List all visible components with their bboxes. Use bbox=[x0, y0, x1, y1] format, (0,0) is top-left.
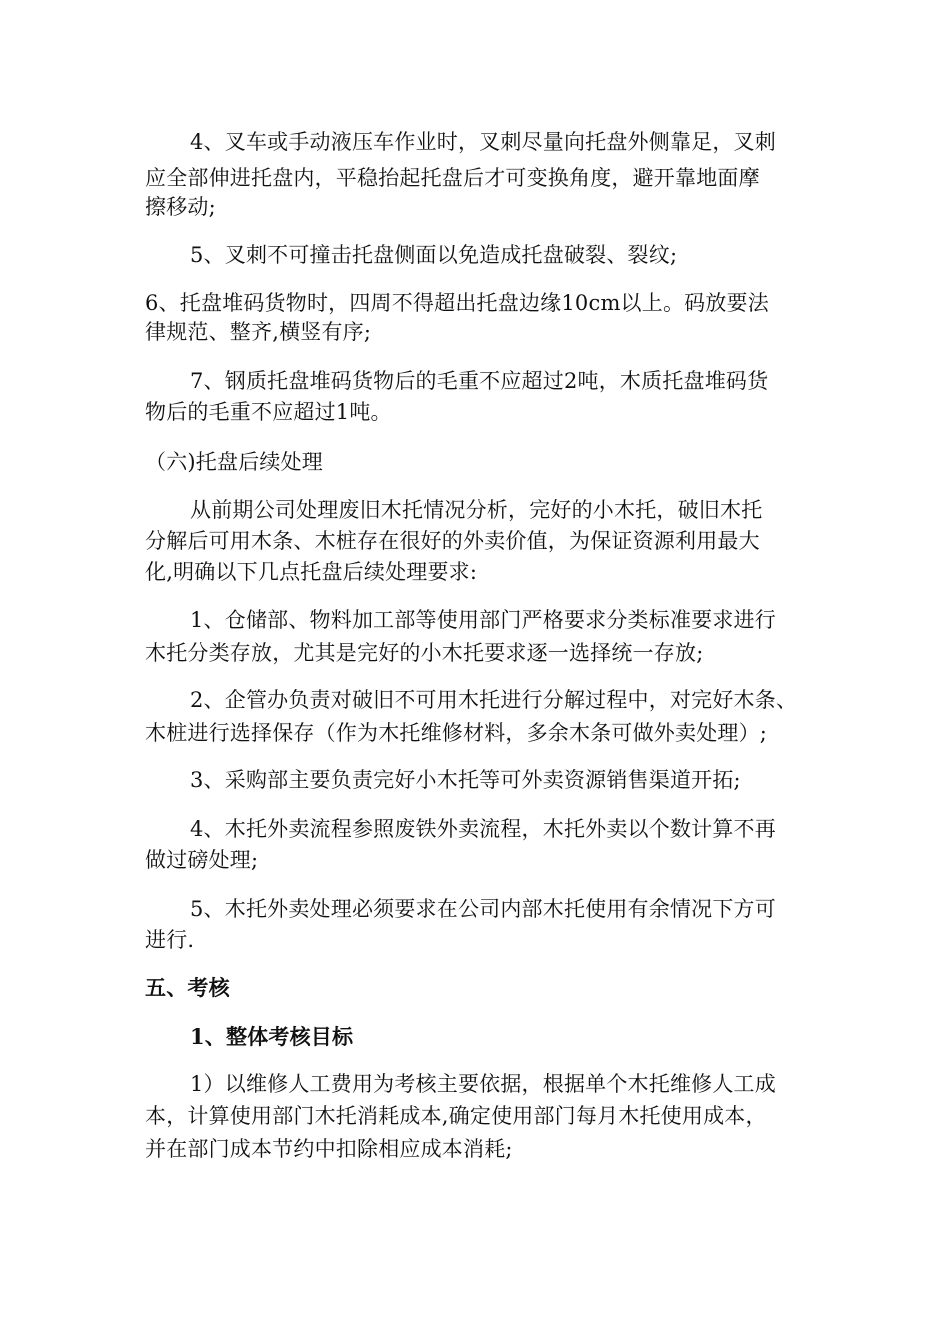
text-line: 应全部伸进托盘内，平稳抬起托盘后才可变换角度，避开靠地面摩 bbox=[145, 166, 760, 190]
text-line: 化,明确以下几点托盘后续处理要求: bbox=[145, 560, 478, 584]
text-line: 2、企管办负责对破旧不可用木托进行分解过程中，对完好木条、 bbox=[190, 688, 798, 712]
text-line: 擦移动; bbox=[145, 195, 216, 219]
text-line: 做过磅处理; bbox=[145, 848, 259, 872]
text-line: 3、采购部主要负责完好小木托等可外卖资源销售渠道开拓; bbox=[190, 768, 741, 792]
section-heading: 五、考核 bbox=[145, 975, 230, 1000]
text-line: 1）以维修人工费用为考核主要依据，根据单个木托维修人工成 bbox=[190, 1072, 776, 1096]
text-line: 本，计算使用部门木托消耗成本,确定使用部门每月木托使用成本， bbox=[145, 1104, 767, 1128]
text-line: 4、木托外卖流程参照废铁外卖流程，木托外卖以个数计算不再 bbox=[190, 817, 776, 841]
text-line: 4、叉车或手动液压车作业时，叉刺尽量向托盘外侧靠足，叉刺 bbox=[190, 130, 776, 154]
text-line: 7、钢质托盘堆码货物后的毛重不应超过2吨，木质托盘堆码货 bbox=[190, 369, 769, 393]
section-heading: （六)托盘后续处理 bbox=[145, 450, 323, 474]
text-line: 分解后可用木条、木桩存在很好的外卖价值，为保证资源利用最大 bbox=[145, 529, 760, 553]
text-line: 1、仓储部、物料加工部等使用部门严格要求分类标准要求进行 bbox=[190, 608, 776, 632]
subsection-heading: 1、整体考核目标 bbox=[190, 1024, 354, 1049]
text-line: 5、叉刺不可撞击托盘侧面以免造成托盘破裂、裂纹; bbox=[190, 243, 678, 267]
text-line: 6、托盘堆码货物时，四周不得超出托盘边缘10cm以上。码放要法 bbox=[145, 291, 769, 315]
text-line: 进行. bbox=[145, 928, 195, 952]
text-line: 5、木托外卖处理必须要求在公司内部木托使用有余情况下方可 bbox=[190, 897, 776, 921]
text-line: 并在部门成本节约中扣除相应成本消耗; bbox=[145, 1137, 513, 1161]
text-line: 木桩进行选择保存（作为木托维修材料，多余木条可做外卖处理）; bbox=[145, 721, 768, 745]
text-line: 从前期公司处理废旧木托情况分析，完好的小木托，破旧木托 bbox=[190, 498, 763, 522]
text-line: 木托分类存放，尤其是完好的小木托要求逐一选择统一存放; bbox=[145, 641, 704, 665]
text-line: 律规范、整齐,横竖有序; bbox=[145, 320, 372, 344]
text-line: 物后的毛重不应超过1吨。 bbox=[145, 400, 392, 424]
